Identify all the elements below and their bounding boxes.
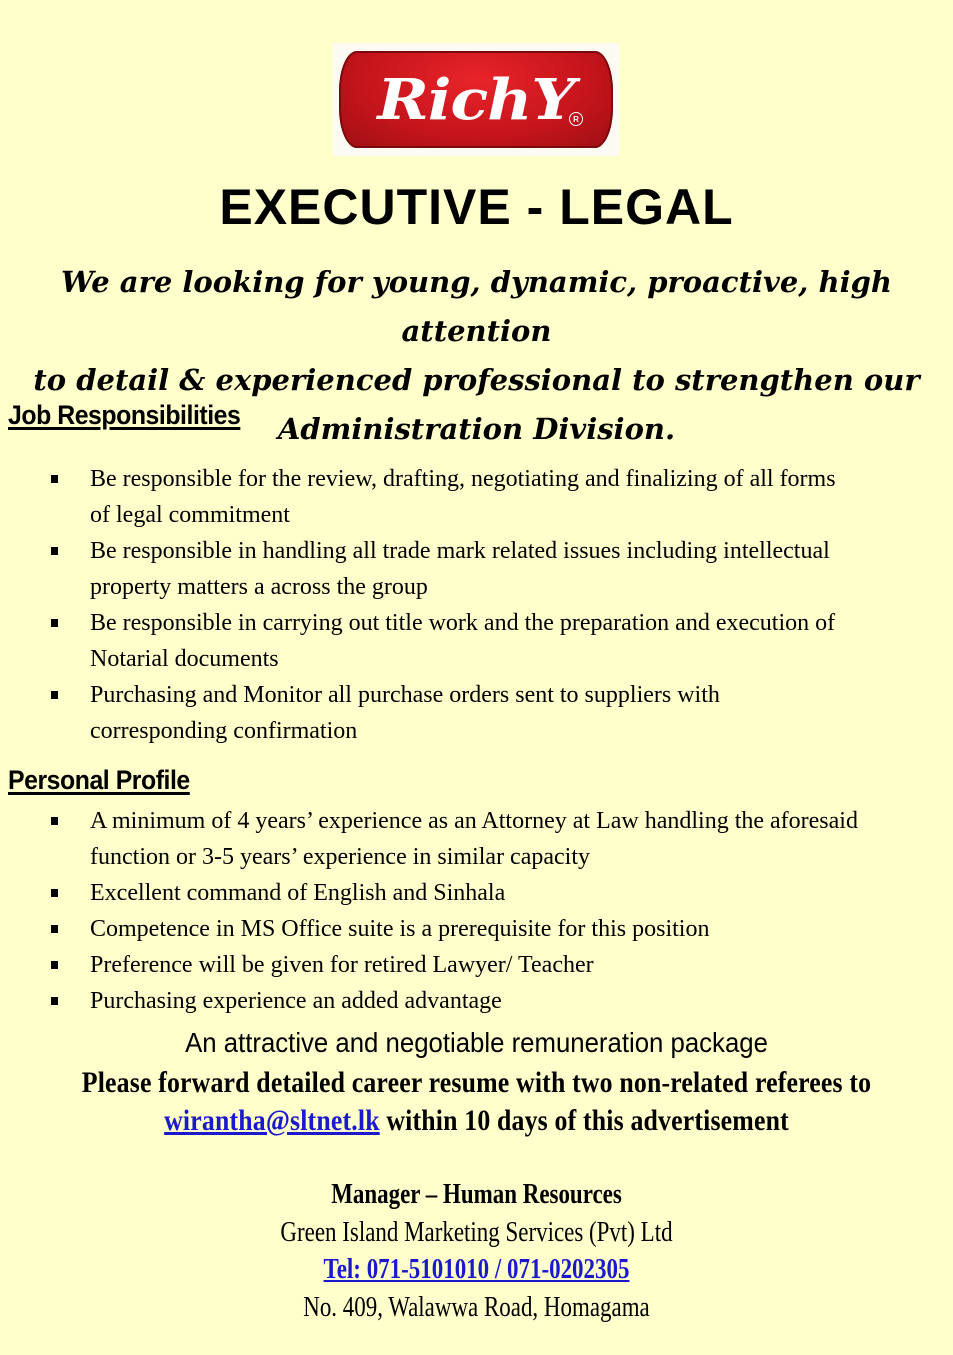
list-item-text: Be responsible for the review, drafting, negotiating and finalizing of all forms of legal commitment <box>90 466 836 528</box>
contact-title: Manager – Human Resources <box>331 1179 622 1210</box>
bullet-icon <box>51 547 58 555</box>
list-item-text: Purchasing experience an added advantage <box>90 988 502 1014</box>
list-item <box>0 803 880 875</box>
list-item <box>0 533 850 605</box>
list-item-text: Excellent command of English and Sinhala <box>90 880 506 906</box>
email-link[interactable]: wirantha@sltnet.lk <box>164 1104 380 1137</box>
phone-link[interactable]: Tel: 071-5101010 / 071-0202305 <box>323 1254 630 1285</box>
intro-line: Administration Division. <box>277 412 676 446</box>
intro-line: to detail & experienced professional to strengthen our <box>33 363 920 397</box>
bullet-icon <box>51 691 58 699</box>
application-line: Please forward detailed career resume with two non-related referees to <box>81 1066 872 1099</box>
bullet-icon <box>51 889 58 897</box>
bullet-icon <box>51 817 58 825</box>
logo-text: RichY <box>377 66 575 133</box>
company-address: No. 409, Walawwa Road, Homagama <box>303 1291 650 1323</box>
bullet-icon <box>51 961 58 969</box>
intro-line: We are looking for young, dynamic, proactive, high attention <box>61 265 892 348</box>
bullet-icon <box>51 997 58 1005</box>
list-item-text: Competence in MS Office suite is a prerequisite for this position <box>90 916 710 942</box>
job-title: EXECUTIVE - LEGAL <box>219 179 734 235</box>
bullet-icon <box>51 925 58 933</box>
list-item <box>0 677 850 749</box>
personal-profile-heading: Personal Profile <box>8 765 190 795</box>
personal-profile-list <box>0 803 900 1019</box>
list-item <box>0 461 850 533</box>
application-line-2 <box>67 1102 887 1140</box>
list-item <box>0 983 900 1019</box>
list-item-text: Be responsible in handling all trade mark related issues including intellectual property matters a across the group <box>90 538 830 600</box>
list-item <box>0 605 850 677</box>
remuneration-text: An attractive and negotiable remuneration package <box>185 1027 768 1058</box>
bullet-icon <box>51 619 58 627</box>
company-logo <box>333 43 619 156</box>
list-item <box>0 947 900 983</box>
list-item-text: Purchasing and Monitor all purchase orders sent to suppliers with corresponding confirmation <box>90 682 720 744</box>
logo-badge <box>339 51 613 148</box>
list-item-text: Preference will be given for retired Lawyer/ Teacher <box>90 952 594 978</box>
deadline-text: within 10 days of this advertisement <box>379 1104 789 1137</box>
job-responsibilities-list <box>0 461 900 749</box>
list-item <box>0 875 900 911</box>
bullet-icon <box>51 475 58 483</box>
list-item-text: A minimum of 4 years’ experience as an Attorney at Law handling the aforesaid function or 3-5 years’ experience in similar capacity <box>90 808 858 870</box>
job-responsibilities-heading: Job Responsibilities <box>8 400 241 430</box>
list-item-text: Be responsible in carrying out title work and the preparation and execution of Notarial documents <box>90 610 836 672</box>
company-name: Green Island Marketing Services (Pvt) Ltd <box>280 1216 673 1248</box>
application-instructions <box>67 1064 887 1140</box>
registered-mark-icon: R <box>569 112 583 126</box>
contact-block <box>86 1176 867 1326</box>
list-item <box>0 911 900 947</box>
